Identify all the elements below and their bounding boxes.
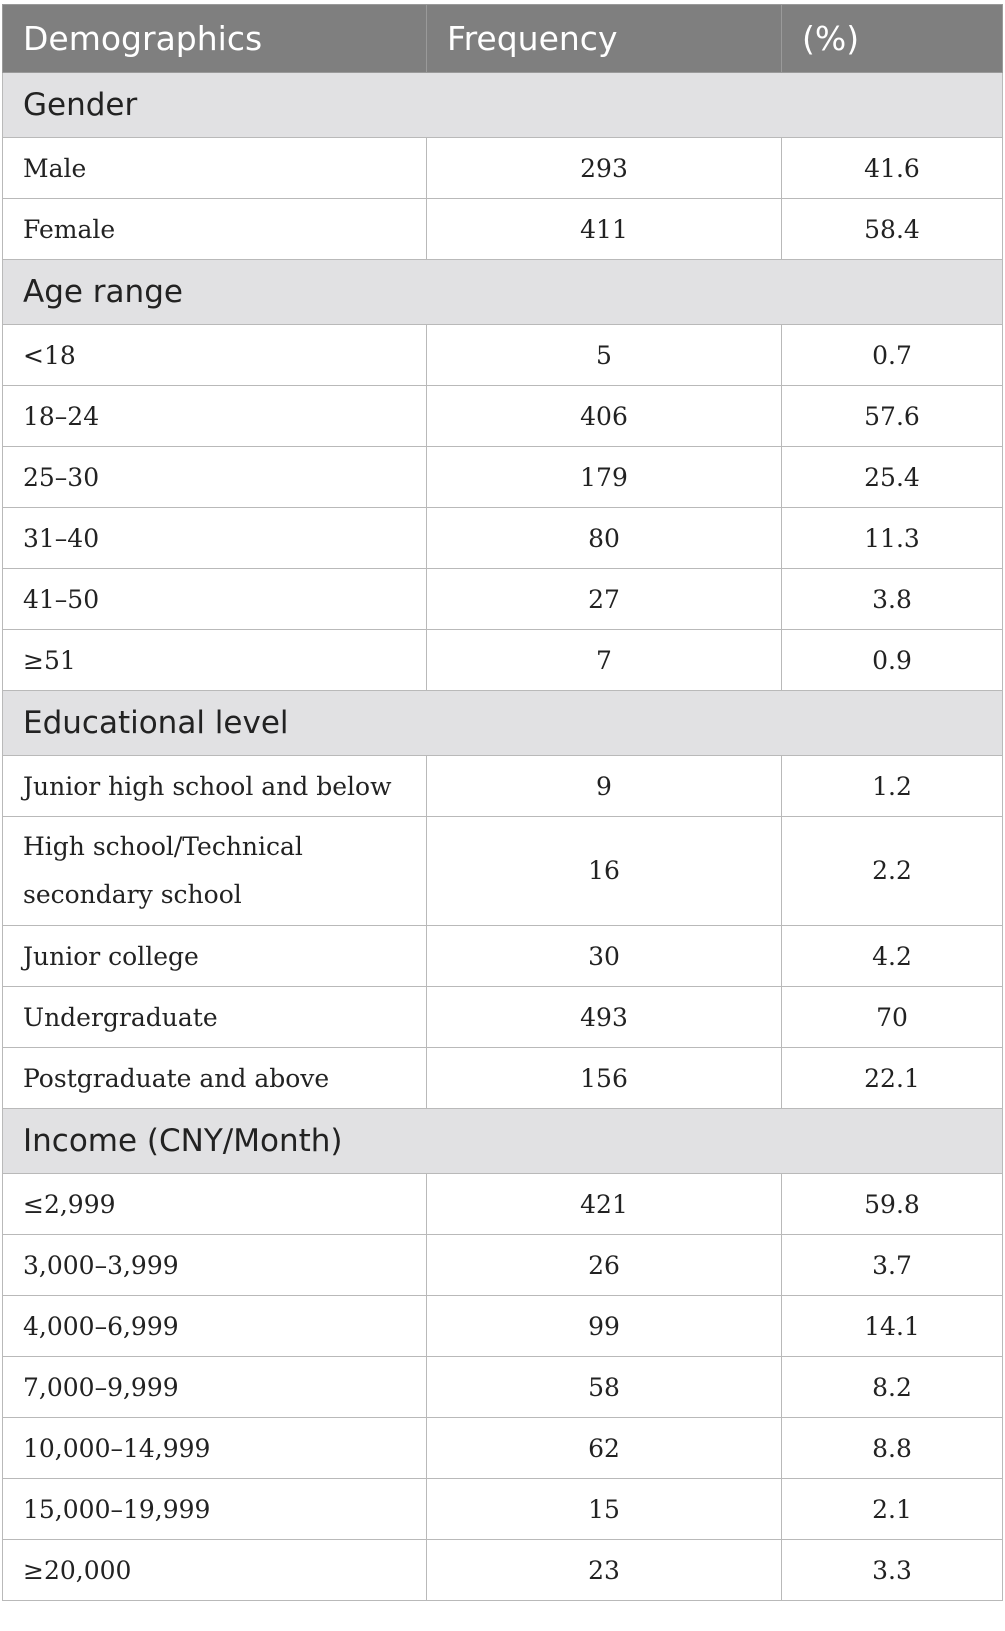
table-row [3, 138, 1003, 199]
row-percent: 41.6 [782, 138, 1003, 199]
table-row [3, 1048, 1003, 1109]
row-percent: 14.1 [782, 1296, 1003, 1357]
row-percent: 8.8 [782, 1418, 1003, 1479]
row-percent: 2.2 [782, 817, 1003, 926]
row-frequency: 421 [427, 1174, 782, 1235]
row-label: Postgraduate and above [3, 1048, 427, 1109]
row-frequency: 156 [427, 1048, 782, 1109]
row-label: ≤2,999 [3, 1174, 427, 1235]
row-label: <18 [3, 325, 427, 386]
row-label: 10,000–14,999 [3, 1418, 427, 1479]
table-row [3, 630, 1003, 691]
table-row [3, 1540, 1003, 1601]
row-percent: 70 [782, 987, 1003, 1048]
row-percent: 3.3 [782, 1540, 1003, 1601]
table-row [3, 1357, 1003, 1418]
row-label: 3,000–3,999 [3, 1235, 427, 1296]
row-frequency: 7 [427, 630, 782, 691]
section-row-age-range [3, 260, 1003, 325]
table-row [3, 756, 1003, 817]
row-frequency: 406 [427, 386, 782, 447]
row-frequency: 5 [427, 325, 782, 386]
header-row [3, 5, 1003, 73]
row-percent: 2.1 [782, 1479, 1003, 1540]
demographics-table [2, 4, 1003, 1601]
row-frequency: 62 [427, 1418, 782, 1479]
section-row-gender [3, 73, 1003, 138]
table-row [3, 1235, 1003, 1296]
table-row [3, 926, 1003, 987]
row-label: 18–24 [3, 386, 427, 447]
row-percent: 0.7 [782, 325, 1003, 386]
row-percent: 8.2 [782, 1357, 1003, 1418]
row-percent: 3.7 [782, 1235, 1003, 1296]
row-label: 41–50 [3, 569, 427, 630]
row-label: ≥51 [3, 630, 427, 691]
row-label: Undergraduate [3, 987, 427, 1048]
row-label: Junior college [3, 926, 427, 987]
row-percent: 22.1 [782, 1048, 1003, 1109]
row-frequency: 9 [427, 756, 782, 817]
header-demographics: Demographics [3, 5, 427, 73]
row-percent: 11.3 [782, 508, 1003, 569]
table-row [3, 199, 1003, 260]
header-percent: (%) [782, 5, 1003, 73]
row-label: 25–30 [3, 447, 427, 508]
table-row [3, 817, 1003, 926]
table-row [3, 508, 1003, 569]
header-frequency: Frequency [427, 5, 782, 73]
row-percent: 59.8 [782, 1174, 1003, 1235]
section-title: Educational level [3, 691, 1003, 756]
table-row [3, 447, 1003, 508]
section-title: Age range [3, 260, 1003, 325]
row-frequency: 58 [427, 1357, 782, 1418]
table-row [3, 1479, 1003, 1540]
row-frequency: 27 [427, 569, 782, 630]
row-frequency: 15 [427, 1479, 782, 1540]
table-row [3, 1418, 1003, 1479]
row-frequency: 99 [427, 1296, 782, 1357]
row-percent: 0.9 [782, 630, 1003, 691]
row-percent: 3.8 [782, 569, 1003, 630]
table-header [3, 5, 1003, 73]
row-frequency: 411 [427, 199, 782, 260]
table-row [3, 987, 1003, 1048]
row-frequency: 16 [427, 817, 782, 926]
section-title: Gender [3, 73, 1003, 138]
row-frequency: 26 [427, 1235, 782, 1296]
row-frequency: 80 [427, 508, 782, 569]
table-row [3, 386, 1003, 447]
row-label: 15,000–19,999 [3, 1479, 427, 1540]
table-row [3, 569, 1003, 630]
section-row-educational-level [3, 691, 1003, 756]
section-title: Income (CNY/Month) [3, 1109, 1003, 1174]
row-frequency: 493 [427, 987, 782, 1048]
row-frequency: 30 [427, 926, 782, 987]
row-label: 7,000–9,999 [3, 1357, 427, 1418]
table-row [3, 1296, 1003, 1357]
row-percent: 57.6 [782, 386, 1003, 447]
row-frequency: 293 [427, 138, 782, 199]
section-row-income [3, 1109, 1003, 1174]
row-frequency: 179 [427, 447, 782, 508]
row-label: Junior high school and below [3, 756, 427, 817]
row-label: 4,000–6,999 [3, 1296, 427, 1357]
row-label: Male [3, 138, 427, 199]
row-label: High school/Technical secondary school [3, 817, 427, 926]
row-percent: 25.4 [782, 447, 1003, 508]
table-row [3, 325, 1003, 386]
table-row [3, 1174, 1003, 1235]
row-label: Female [3, 199, 427, 260]
row-frequency: 23 [427, 1540, 782, 1601]
row-percent: 4.2 [782, 926, 1003, 987]
row-label: 31–40 [3, 508, 427, 569]
row-percent: 58.4 [782, 199, 1003, 260]
row-label: ≥20,000 [3, 1540, 427, 1601]
row-percent: 1.2 [782, 756, 1003, 817]
